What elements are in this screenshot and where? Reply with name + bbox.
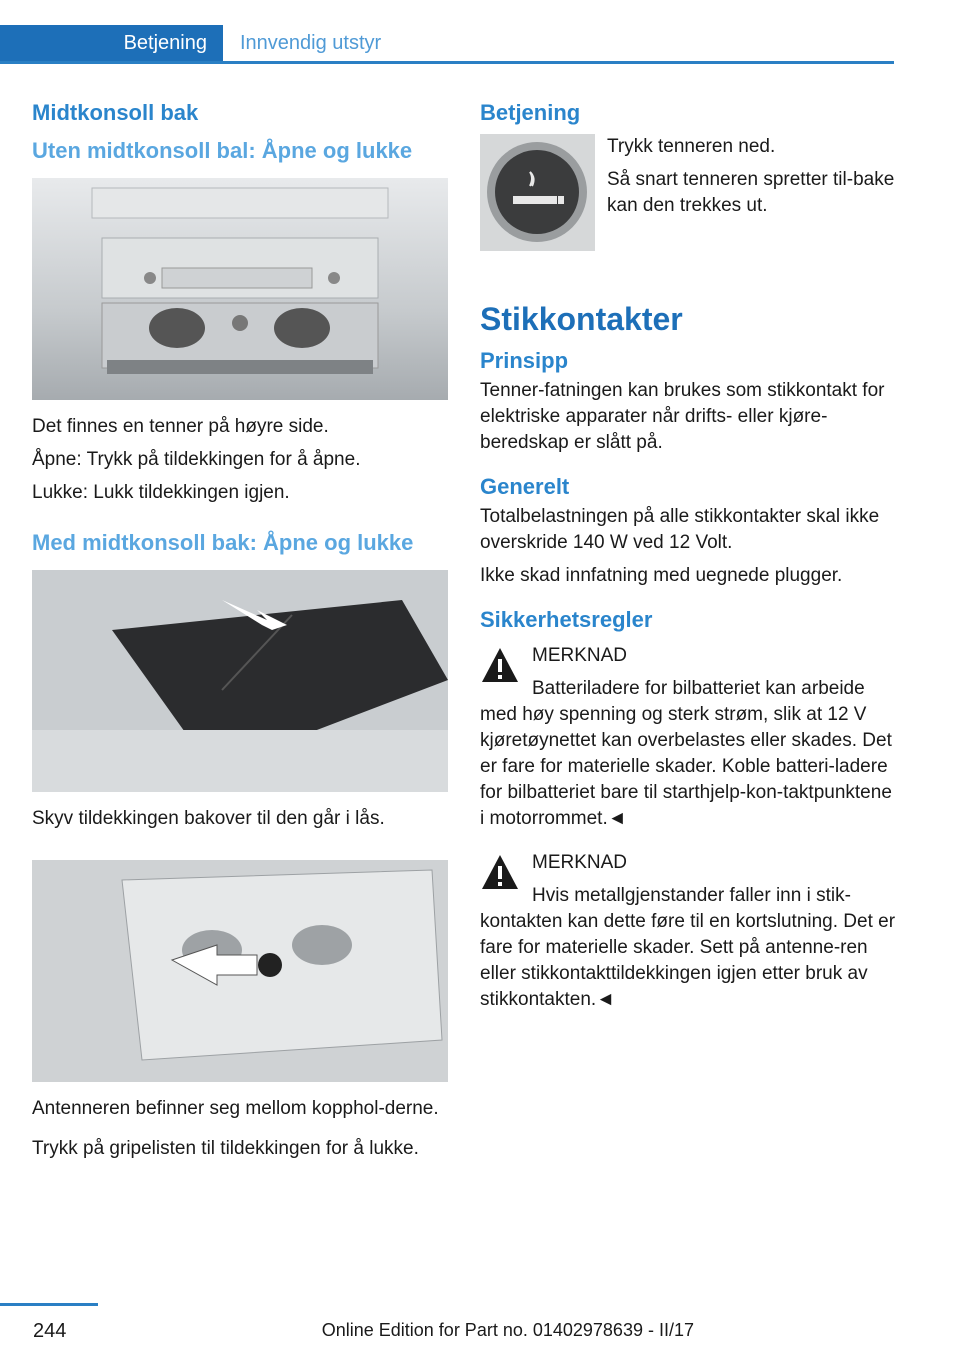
photo-console-with-cover [32, 570, 448, 792]
header-tabbar [0, 25, 894, 64]
tab-betjening[interactable]: Betjening [0, 25, 223, 61]
text-prinsipp: Tenner-fatningen kan brukes som stikkontakt for elektriske apparater når drifts- eller kjøre-beredskap er slått på. [480, 380, 885, 453]
warning-triangle-icon [480, 853, 520, 891]
photo-console-without [32, 178, 448, 400]
warning-title-2: MERKNAD [532, 852, 628, 873]
warning-text-2: Hvis metallgjenstander faller inn i stik-kontakten kan dette føre til en kortslutning. Det er fare for materielle skader. Sett på antenne-ren eller stikkontakttildekkingen igjen etter bruk av stikkontakten.◄ [480, 885, 896, 1010]
photo-cupholders [32, 860, 448, 1082]
subheading-generelt: Generelt [480, 474, 570, 499]
text-generelt-plugs: Ikke skad innfatning med uegnede plugger. [480, 565, 843, 586]
text-generelt-load: Totalbelastningen på alle stikkontakter skal ikke overskride 140 W ved 12 Volt. [480, 506, 880, 553]
subheading-prinsipp: Prinsipp [480, 348, 569, 373]
warning-triangle-icon [480, 646, 520, 684]
photo-cigarette-lighter [480, 134, 595, 251]
text-lighter-right: Det finnes en tenner på høyre side. [32, 416, 329, 437]
section-heading-midtkonsoll: Midtkonsoll bak [32, 100, 199, 125]
page-number: 244 [33, 1320, 67, 1342]
warning-text-1: Batteriladere for bilbatteriet kan arbeide med høy spenning og sterk strøm, slik at 12 V kjøretøynettet kan overbelastes eller skades. Det er fare for materielle skader. Koble batteri-ladere for bilbatteriet bare til starthjelp-kon-taktpunktene i motorrommet.◄ [480, 678, 892, 829]
tab-innvendig-utstyr[interactable]: Innvendig utstyr [240, 32, 382, 54]
text-antenneren-location: Antenneren befinner seg mellom kopphol-derne. [32, 1098, 439, 1119]
warning-block-1 [480, 643, 898, 832]
subheading-sikkerhetsregler: Sikkerhetsregler [480, 607, 653, 632]
section-title-stikkontakter: Stikkontakter [480, 301, 683, 337]
right-column [480, 100, 898, 1020]
subheading-med-midtkonsoll: Med midtkonsoll bak: Åpne og lukke [32, 530, 414, 555]
subheading-betjening: Betjening [480, 100, 581, 125]
text-press-lighter: Trykk tenneren ned. [607, 136, 776, 157]
text-slide-cover: Skyv tildekkingen bakover til den går i lås. [32, 808, 385, 829]
warning-title-1: MERKNAD [532, 645, 628, 666]
console-illustration-1 [32, 178, 448, 400]
text-close-grip: Trykk på gripelisten til tildekkingen for å lukke. [32, 1138, 419, 1159]
warning-block-2 [480, 850, 898, 1013]
lighter-icon [480, 134, 595, 251]
edition-note: Online Edition for Part no. 01402978639 - II/17 [321, 1320, 694, 1340]
subheading-uten-midtkonsoll: Uten midtkonsoll bal: Åpne og lukke [32, 138, 413, 163]
text-close: Lukke: Lukk tildekkingen igjen. [32, 482, 290, 503]
console-illustration-2 [32, 570, 448, 792]
console-illustration-3 [32, 860, 448, 1082]
text-open: Åpne: Trykk på tildekkingen for å åpne. [32, 449, 361, 470]
text-lighter-pops: Så snart tenneren spretter til-bake kan den trekkes ut. [607, 169, 895, 216]
footer-rule [0, 1303, 98, 1306]
left-column [32, 100, 450, 1169]
